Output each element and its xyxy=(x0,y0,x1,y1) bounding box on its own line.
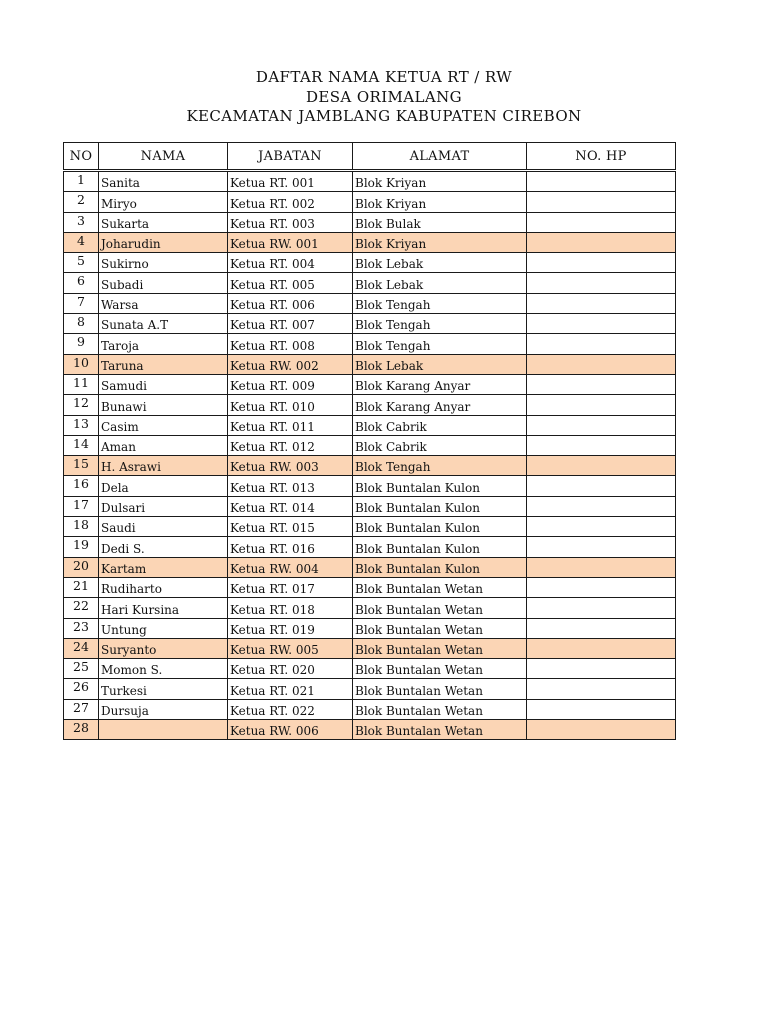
cell-no-hp xyxy=(527,679,676,699)
cell-no-hp xyxy=(527,598,676,618)
cell-no: 19 xyxy=(64,537,99,557)
cell-alamat: Blok Buntalan Kulon xyxy=(353,496,527,516)
cell-jabatan: Ketua RT. 005 xyxy=(228,273,353,293)
cell-jabatan: Ketua RT. 006 xyxy=(228,293,353,313)
cell-alamat: Blok Cabrik xyxy=(353,435,527,455)
cell-nama: Saudi xyxy=(99,517,228,537)
cell-no-hp xyxy=(527,577,676,597)
cell-no: 1 xyxy=(64,171,99,192)
cell-no-hp xyxy=(527,293,676,313)
cell-no: 22 xyxy=(64,598,99,618)
document-subtitle-village: DESA ORIMALANG xyxy=(305,87,463,106)
cell-jabatan: Ketua RT. 012 xyxy=(228,435,353,455)
cell-alamat: Blok Buntalan Kulon xyxy=(353,537,527,557)
cell-no-hp xyxy=(527,354,676,374)
table-row xyxy=(64,496,676,516)
cell-jabatan: Ketua RT. 015 xyxy=(228,517,353,537)
cell-jabatan: Ketua RT. 014 xyxy=(228,496,353,516)
cell-no-hp xyxy=(527,720,676,740)
table-row xyxy=(64,638,676,658)
table-row xyxy=(64,659,676,679)
cell-no-hp xyxy=(527,334,676,354)
table-row xyxy=(64,192,676,212)
cell-alamat: Blok Buntalan Wetan xyxy=(353,720,527,740)
cell-no-hp xyxy=(527,253,676,273)
cell-nama: Taroja xyxy=(99,334,228,354)
cell-jabatan: Ketua RT. 004 xyxy=(228,253,353,273)
table-row xyxy=(64,517,676,537)
cell-nama: Casim xyxy=(99,415,228,435)
cell-no-hp xyxy=(527,232,676,252)
cell-alamat: Blok Cabrik xyxy=(353,415,527,435)
table-row xyxy=(64,679,676,699)
cell-no-hp xyxy=(527,638,676,658)
cell-alamat: Blok Buntalan Kulon xyxy=(353,557,527,577)
table-row xyxy=(64,557,676,577)
cell-no: 17 xyxy=(64,496,99,516)
table-row xyxy=(64,598,676,618)
cell-jabatan: Ketua RT. 010 xyxy=(228,395,353,415)
cell-nama: Miryo xyxy=(99,192,228,212)
cell-no: 27 xyxy=(64,699,99,719)
cell-nama: Sunata A.T xyxy=(99,314,228,334)
cell-alamat: Blok Kriyan xyxy=(353,192,527,212)
table-row xyxy=(64,334,676,354)
cell-nama: Suryanto xyxy=(99,638,228,658)
cell-alamat: Blok Tengah xyxy=(353,314,527,334)
cell-jabatan: Ketua RT. 021 xyxy=(228,679,353,699)
cell-nama: Sukarta xyxy=(99,212,228,232)
cell-jabatan: Ketua RT. 009 xyxy=(228,374,353,394)
table-row xyxy=(64,293,676,313)
cell-alamat: Blok Tengah xyxy=(353,456,527,476)
table-header-row xyxy=(64,143,676,171)
cell-alamat: Blok Tengah xyxy=(353,293,527,313)
cell-nama: Dulsari xyxy=(99,496,228,516)
cell-no-hp xyxy=(527,537,676,557)
cell-alamat: Blok Buntalan Wetan xyxy=(353,659,527,679)
cell-no-hp xyxy=(527,557,676,577)
cell-no: 23 xyxy=(64,618,99,638)
table-row xyxy=(64,354,676,374)
column-header-no: NO xyxy=(64,143,99,171)
table-row xyxy=(64,699,676,719)
cell-alamat: Blok Buntalan Wetan xyxy=(353,598,527,618)
cell-no: 15 xyxy=(64,456,99,476)
table-row xyxy=(64,415,676,435)
cell-nama: Bunawi xyxy=(99,395,228,415)
cell-jabatan: Ketua RT. 011 xyxy=(228,415,353,435)
cell-nama: Hari Kursina xyxy=(99,598,228,618)
cell-alamat: Blok Lebak xyxy=(353,354,527,374)
column-header-jabatan: JABATAN xyxy=(228,143,353,171)
cell-alamat: Blok Buntalan Wetan xyxy=(353,577,527,597)
cell-no-hp xyxy=(527,171,676,192)
cell-no-hp xyxy=(527,476,676,496)
cell-no: 18 xyxy=(64,517,99,537)
table-row xyxy=(64,577,676,597)
cell-no: 2 xyxy=(64,192,99,212)
cell-nama: Aman xyxy=(99,435,228,455)
cell-no-hp xyxy=(527,517,676,537)
document-title: DAFTAR NAMA KETUA RT / RW xyxy=(255,68,513,86)
table-row xyxy=(64,171,676,192)
cell-jabatan: Ketua RT. 013 xyxy=(228,476,353,496)
cell-nama: H. Asrawi xyxy=(99,456,228,476)
table-row xyxy=(64,456,676,476)
cell-no-hp xyxy=(527,314,676,334)
cell-nama: Rudiharto xyxy=(99,577,228,597)
cell-alamat: Blok Kriyan xyxy=(353,171,527,192)
cell-nama: Momon S. xyxy=(99,659,228,679)
cell-alamat: Blok Buntalan Wetan xyxy=(353,618,527,638)
cell-no-hp xyxy=(527,192,676,212)
cell-nama: Turkesi xyxy=(99,679,228,699)
cell-no-hp xyxy=(527,618,676,638)
cell-jabatan: Ketua RT. 020 xyxy=(228,659,353,679)
cell-no-hp xyxy=(527,435,676,455)
table-row xyxy=(64,232,676,252)
table-row xyxy=(64,720,676,740)
table-body xyxy=(64,171,676,740)
cell-no-hp xyxy=(527,699,676,719)
cell-alamat: Blok Kriyan xyxy=(353,232,527,252)
cell-jabatan: Ketua RT. 016 xyxy=(228,537,353,557)
cell-nama: Samudi xyxy=(99,374,228,394)
column-header-nama: NAMA xyxy=(99,143,228,171)
cell-no: 4 xyxy=(64,232,99,252)
document-header xyxy=(0,68,768,127)
column-header-alamat: ALAMAT xyxy=(353,143,527,171)
table-row xyxy=(64,618,676,638)
cell-no: 21 xyxy=(64,577,99,597)
cell-no: 13 xyxy=(64,415,99,435)
cell-no: 3 xyxy=(64,212,99,232)
cell-alamat: Blok Karang Anyar xyxy=(353,395,527,415)
table-row xyxy=(64,253,676,273)
table-row xyxy=(64,476,676,496)
cell-no: 5 xyxy=(64,253,99,273)
cell-jabatan: Ketua RT. 008 xyxy=(228,334,353,354)
cell-nama: Dursuja xyxy=(99,699,228,719)
cell-no: 24 xyxy=(64,638,99,658)
cell-no-hp xyxy=(527,273,676,293)
cell-jabatan: Ketua RW. 003 xyxy=(228,456,353,476)
cell-no-hp xyxy=(527,212,676,232)
cell-no: 20 xyxy=(64,557,99,577)
cell-no: 10 xyxy=(64,354,99,374)
cell-jabatan: Ketua RT. 002 xyxy=(228,192,353,212)
cell-no: 12 xyxy=(64,395,99,415)
cell-no: 8 xyxy=(64,314,99,334)
cell-nama: Sanita xyxy=(99,171,228,192)
cell-alamat: Blok Buntalan Wetan xyxy=(353,679,527,699)
cell-no: 11 xyxy=(64,374,99,394)
table-row xyxy=(64,212,676,232)
cell-jabatan: Ketua RW. 005 xyxy=(228,638,353,658)
cell-jabatan: Ketua RT. 018 xyxy=(228,598,353,618)
table-row xyxy=(64,395,676,415)
cell-no: 6 xyxy=(64,273,99,293)
column-header-no-hp: NO. HP xyxy=(527,143,676,171)
cell-jabatan: Ketua RT. 003 xyxy=(228,212,353,232)
table-row xyxy=(64,435,676,455)
rt-rw-leaders-table xyxy=(63,142,676,740)
cell-no: 28 xyxy=(64,720,99,740)
cell-jabatan: Ketua RT. 022 xyxy=(228,699,353,719)
cell-no: 9 xyxy=(64,334,99,354)
table-row xyxy=(64,314,676,334)
table-row xyxy=(64,537,676,557)
cell-no-hp xyxy=(527,374,676,394)
cell-alamat: Blok Bulak xyxy=(353,212,527,232)
cell-nama: Dedi S. xyxy=(99,537,228,557)
cell-nama: Subadi xyxy=(99,273,228,293)
cell-alamat: Blok Karang Anyar xyxy=(353,374,527,394)
cell-nama: Untung xyxy=(99,618,228,638)
cell-jabatan: Ketua RT. 001 xyxy=(228,171,353,192)
cell-nama: Warsa xyxy=(99,293,228,313)
cell-nama: Dela xyxy=(99,476,228,496)
cell-nama: Taruna xyxy=(99,354,228,374)
cell-no-hp xyxy=(527,415,676,435)
cell-no: 26 xyxy=(64,679,99,699)
cell-jabatan: Ketua RT. 007 xyxy=(228,314,353,334)
cell-nama: Kartam xyxy=(99,557,228,577)
cell-alamat: Blok Buntalan Kulon xyxy=(353,517,527,537)
cell-jabatan: Ketua RW. 001 xyxy=(228,232,353,252)
cell-jabatan: Ketua RT. 017 xyxy=(228,577,353,597)
cell-no: 16 xyxy=(64,476,99,496)
cell-jabatan: Ketua RT. 019 xyxy=(228,618,353,638)
cell-no-hp xyxy=(527,659,676,679)
cell-alamat: Blok Buntalan Kulon xyxy=(353,476,527,496)
cell-alamat: Blok Buntalan Wetan xyxy=(353,638,527,658)
cell-alamat: Blok Lebak xyxy=(353,273,527,293)
cell-no: 14 xyxy=(64,435,99,455)
cell-alamat: Blok Buntalan Wetan xyxy=(353,699,527,719)
cell-nama: Sukirno xyxy=(99,253,228,273)
table-row xyxy=(64,273,676,293)
cell-no-hp xyxy=(527,456,676,476)
cell-no: 7 xyxy=(64,293,99,313)
cell-jabatan: Ketua RW. 004 xyxy=(228,557,353,577)
document-subtitle-district: KECAMATAN JAMBLANG KABUPATEN CIREBON xyxy=(186,107,582,125)
cell-no: 25 xyxy=(64,659,99,679)
cell-jabatan: Ketua RW. 006 xyxy=(228,720,353,740)
cell-no-hp xyxy=(527,496,676,516)
table-row xyxy=(64,374,676,394)
cell-jabatan: Ketua RW. 002 xyxy=(228,354,353,374)
cell-alamat: Blok Tengah xyxy=(353,334,527,354)
cell-no-hp xyxy=(527,395,676,415)
cell-nama: Joharudin xyxy=(99,232,228,252)
cell-alamat: Blok Lebak xyxy=(353,253,527,273)
cell-nama xyxy=(99,720,228,740)
